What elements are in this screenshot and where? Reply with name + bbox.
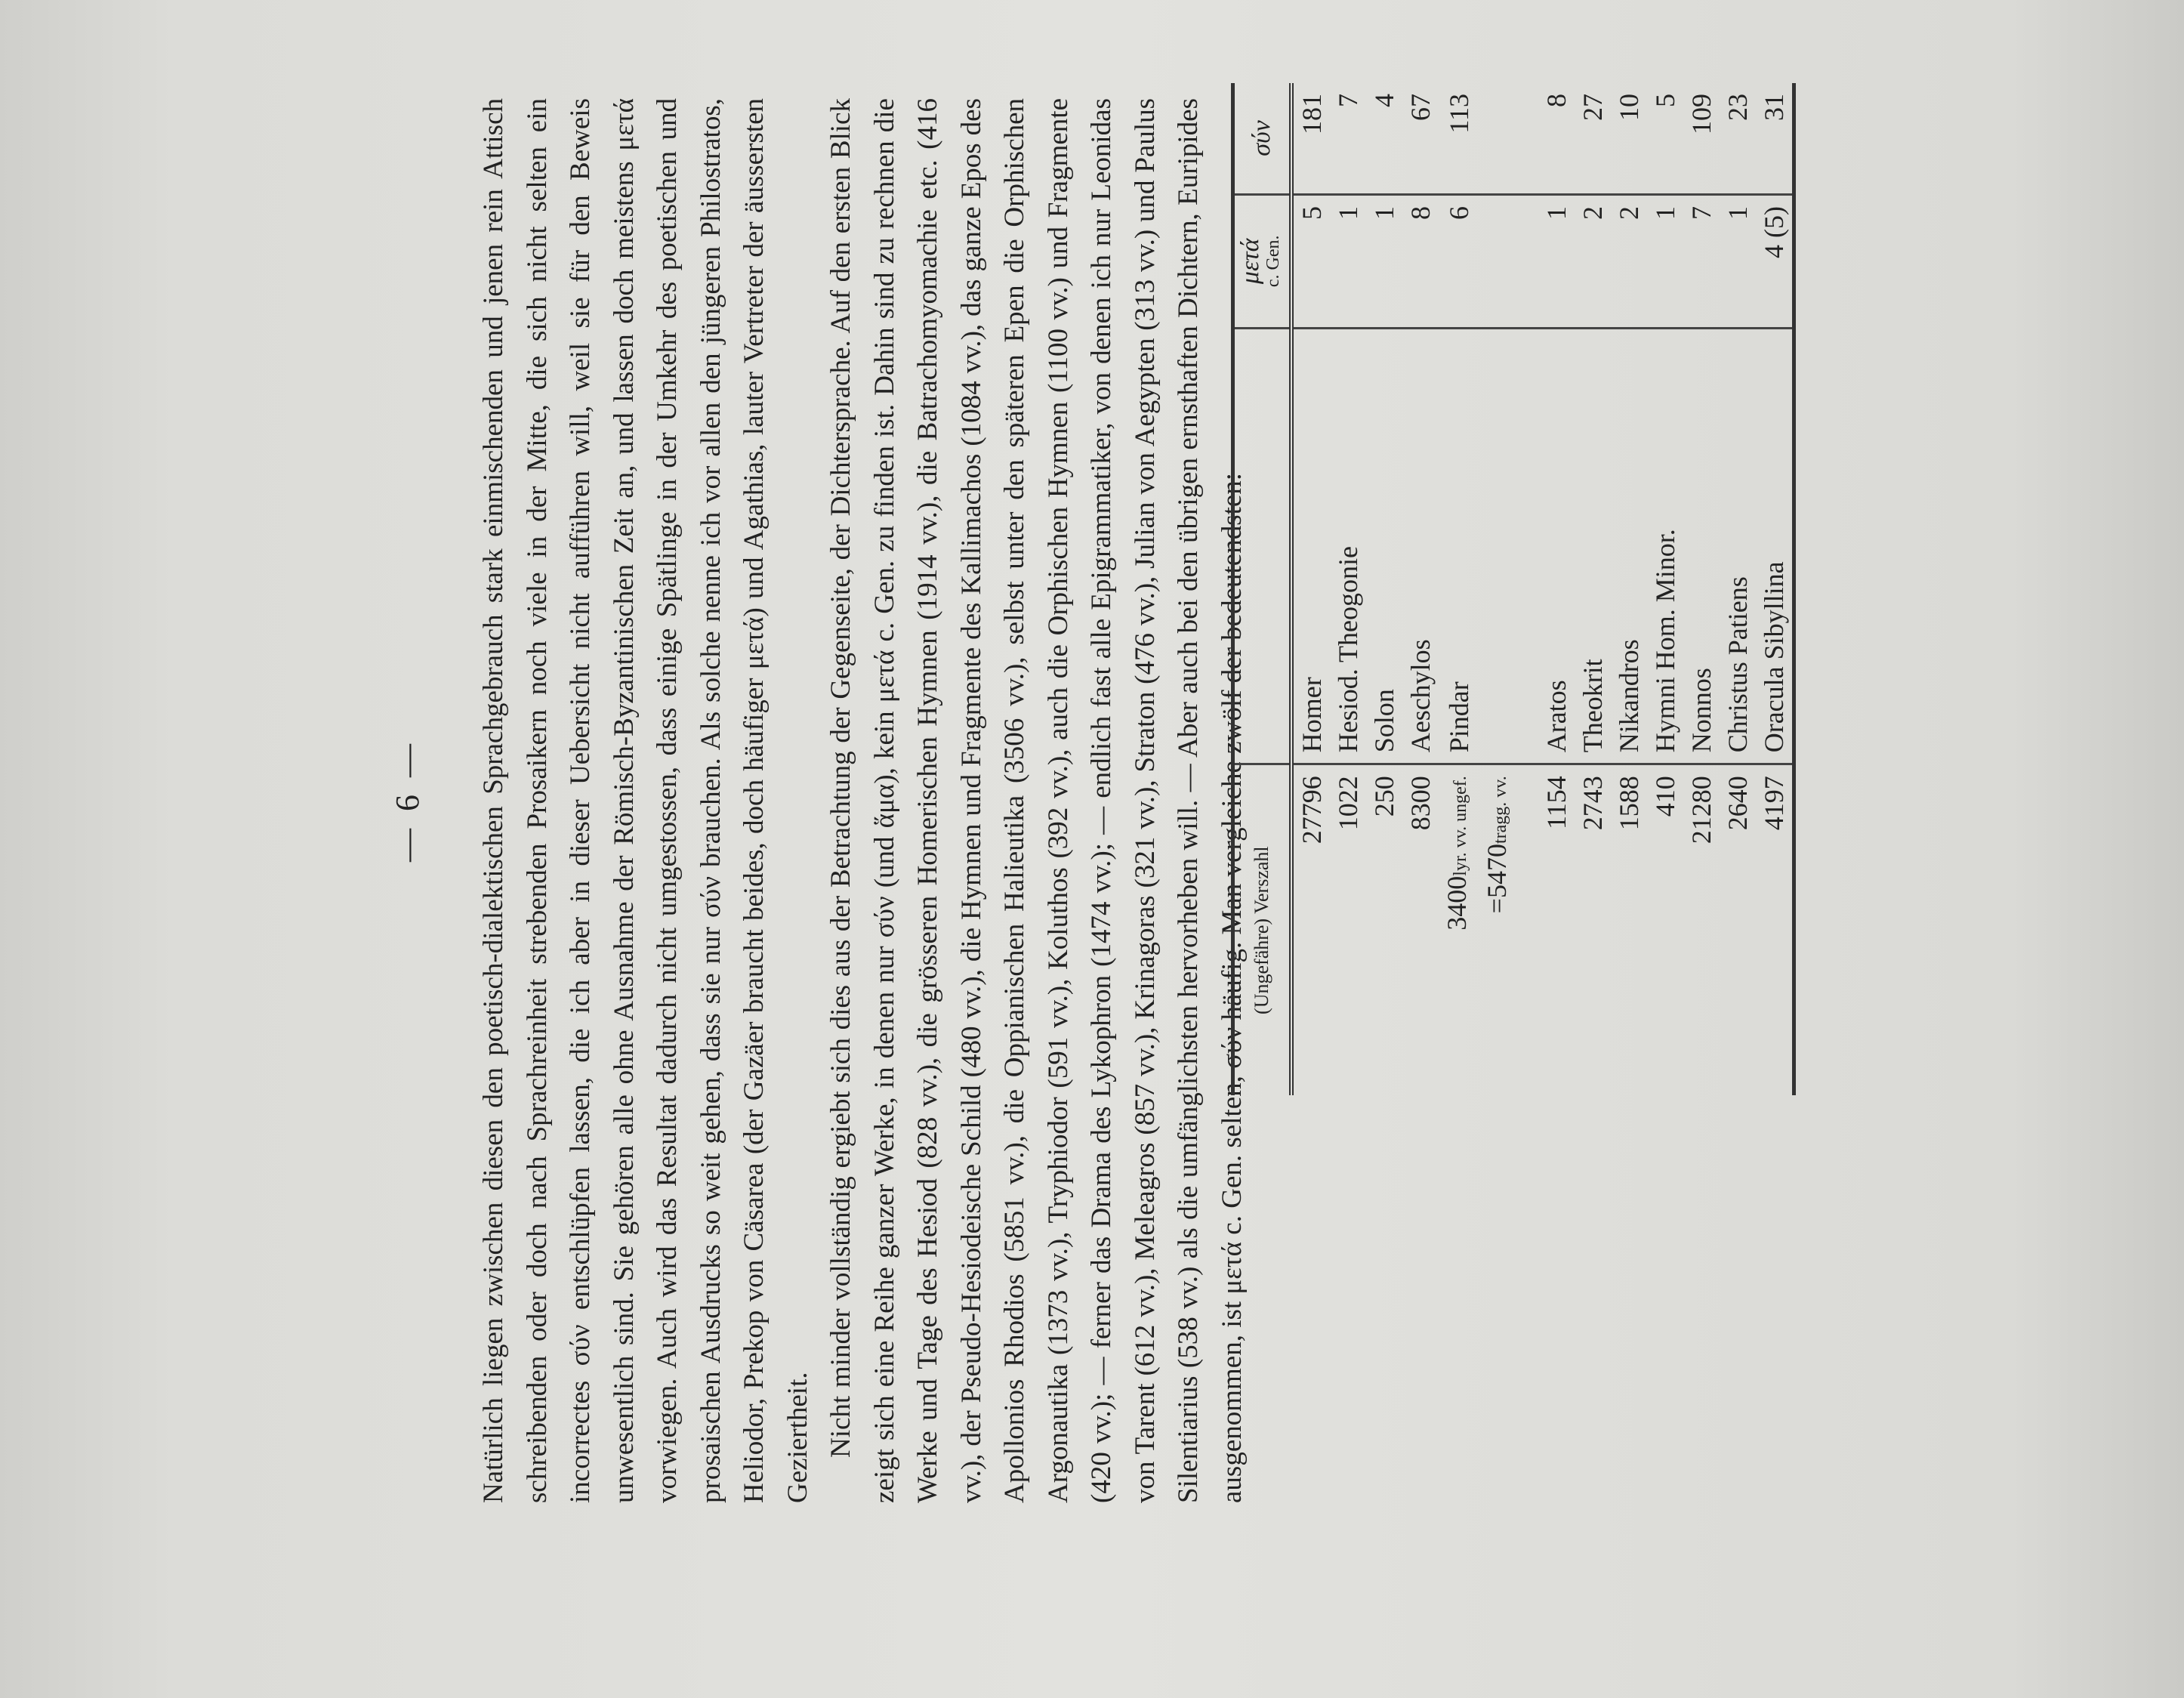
syn-count-cell-value: 67 bbox=[1405, 94, 1436, 121]
header-verses: (Ungefähre) Verszahl bbox=[1233, 764, 1292, 1095]
meta-count-cell-value: 6 bbox=[1443, 206, 1474, 221]
rotated-printed-page bbox=[378, 68, 1789, 1533]
meta-count-cell-value: 7 bbox=[1686, 206, 1717, 221]
meta-count-cell-value: 5 bbox=[1297, 206, 1327, 221]
author-cell-value: Nonnos bbox=[1686, 668, 1717, 753]
meta-count-cell bbox=[1479, 195, 1519, 329]
table-row bbox=[1611, 83, 1647, 1095]
syn-count-cell bbox=[1683, 83, 1720, 195]
syn-count-cell bbox=[1647, 83, 1683, 195]
syn-count-cell-value: 7 bbox=[1333, 94, 1363, 107]
syn-count-cell-value: 181 bbox=[1297, 94, 1327, 134]
verse-count-cell bbox=[1330, 764, 1366, 1095]
verse-count-cell-value: 1154 bbox=[1541, 776, 1572, 829]
meta-count-cell-value: 1 bbox=[1541, 206, 1572, 221]
author-cell-value: Hymni Hom. Minor. bbox=[1650, 529, 1680, 753]
table-spacer bbox=[1519, 83, 1538, 1095]
meta-count-cell bbox=[1538, 195, 1575, 329]
verse-count-cell bbox=[1647, 764, 1683, 1095]
meta-count-cell bbox=[1647, 195, 1683, 329]
author-cell bbox=[1538, 328, 1575, 764]
meta-count-cell-value: 1 bbox=[1333, 206, 1363, 221]
verse-count-cell-value: 2640 bbox=[1723, 776, 1753, 831]
meta-count-cell bbox=[1402, 195, 1439, 329]
author-cell bbox=[1720, 328, 1756, 764]
meta-count-cell bbox=[1756, 195, 1794, 329]
meta-count-cell-value: 1 bbox=[1723, 206, 1753, 221]
table-row bbox=[1683, 83, 1720, 1095]
verse-statistics-table bbox=[1231, 83, 1796, 1095]
syn-count-cell-value: 8 bbox=[1541, 94, 1572, 107]
author-cell-value: Theokrit bbox=[1578, 659, 1608, 753]
meta-count-cell bbox=[1291, 195, 1330, 329]
verse-count-cell-value: 250 bbox=[1369, 776, 1399, 817]
table-row bbox=[1402, 83, 1439, 1095]
verse-count-cell-value: 1022 bbox=[1333, 776, 1363, 831]
verse-count-cell-value: 1588 bbox=[1614, 776, 1644, 831]
table-row bbox=[1720, 83, 1756, 1095]
verse-count-cell-value: =5470 bbox=[1482, 844, 1512, 914]
verse-count-cell-value: 410 bbox=[1650, 776, 1680, 817]
body-text bbox=[472, 98, 1254, 1503]
syn-count-cell bbox=[1402, 83, 1439, 195]
syn-count-cell bbox=[1611, 83, 1647, 195]
header-author bbox=[1233, 328, 1292, 764]
author-cell bbox=[1291, 328, 1330, 764]
table-row bbox=[1756, 83, 1794, 1095]
verse-count-cell bbox=[1479, 764, 1519, 1095]
table-row bbox=[1647, 83, 1683, 1095]
syn-count-cell bbox=[1439, 83, 1479, 195]
meta-count-cell bbox=[1330, 195, 1366, 329]
meta-count-cell bbox=[1575, 195, 1611, 329]
verse-count-cell-value: 21280 bbox=[1686, 776, 1717, 844]
table-row bbox=[1479, 83, 1519, 1095]
syn-count-cell-value: 113 bbox=[1443, 94, 1474, 134]
verse-count-cell-value: 2743 bbox=[1578, 776, 1608, 831]
verse-count-cell-value: 27796 bbox=[1297, 776, 1327, 844]
author-cell-value: Nikandros bbox=[1614, 639, 1644, 753]
table-row bbox=[1366, 83, 1402, 1095]
syn-count-cell bbox=[1366, 83, 1402, 195]
author-cell bbox=[1439, 328, 1479, 764]
meta-count-cell-value: 4 (5) bbox=[1759, 206, 1789, 258]
verse-count-cell bbox=[1683, 764, 1720, 1095]
syn-count-cell-value: 10 bbox=[1614, 94, 1644, 121]
author-cell bbox=[1366, 328, 1402, 764]
author-cell-value: Solon bbox=[1369, 689, 1399, 753]
verse-count-cell bbox=[1402, 764, 1439, 1095]
syn-count-cell bbox=[1575, 83, 1611, 195]
verse-count-cell-value: 4197 bbox=[1759, 776, 1789, 831]
meta-count-cell-value: 1 bbox=[1369, 206, 1399, 221]
author-cell-value: Aratos bbox=[1541, 680, 1572, 753]
author-cell-value: Hesiod. Theogonie bbox=[1333, 545, 1363, 753]
author-cell bbox=[1402, 328, 1439, 764]
meta-count-cell bbox=[1366, 195, 1402, 329]
syn-count-cell-value: 27 bbox=[1578, 94, 1608, 121]
author-cell bbox=[1647, 328, 1683, 764]
verse-count-cell-value: 3400 bbox=[1442, 875, 1472, 931]
header-meta-sub: c. Gen. bbox=[1263, 235, 1283, 288]
meta-count-cell bbox=[1720, 195, 1756, 329]
table-row bbox=[1330, 83, 1366, 1095]
author-cell bbox=[1756, 328, 1794, 764]
author-cell bbox=[1330, 328, 1366, 764]
header-meta-word: μετά bbox=[1236, 238, 1264, 285]
meta-count-cell-value: 2 bbox=[1614, 206, 1644, 221]
syn-count-cell bbox=[1720, 83, 1756, 195]
verse-count-cell bbox=[1575, 764, 1611, 1095]
verse-count-note: tragg. vv. bbox=[1491, 776, 1510, 844]
syn-count-cell-value: 31 bbox=[1759, 94, 1789, 121]
verse-count-cell bbox=[1538, 764, 1575, 1095]
header-meta bbox=[1233, 195, 1292, 329]
meta-count-cell-value: 1 bbox=[1650, 206, 1680, 221]
verse-count-cell bbox=[1439, 764, 1479, 1095]
author-cell-value: Homer bbox=[1297, 677, 1327, 753]
table-body bbox=[1291, 83, 1794, 1095]
header-syn: σύν bbox=[1233, 83, 1292, 195]
author-cell bbox=[1575, 328, 1611, 764]
syn-count-cell bbox=[1479, 83, 1519, 195]
verse-count-cell bbox=[1611, 764, 1647, 1095]
syn-count-cell bbox=[1538, 83, 1575, 195]
syn-count-cell bbox=[1330, 83, 1366, 195]
verse-count-cell bbox=[1720, 764, 1756, 1095]
syn-count-cell bbox=[1756, 83, 1794, 195]
verse-count-note: lyr. vv. ungef. bbox=[1451, 776, 1470, 876]
table-row bbox=[1291, 83, 1330, 1095]
author-cell bbox=[1479, 328, 1519, 764]
syn-count-cell-value: 109 bbox=[1686, 94, 1717, 134]
table-row bbox=[1575, 83, 1611, 1095]
meta-count-cell-value: 8 bbox=[1405, 206, 1436, 221]
meta-count-cell bbox=[1683, 195, 1720, 329]
author-cell-value: Christus Patiens bbox=[1723, 576, 1753, 753]
syn-count-cell bbox=[1291, 83, 1330, 195]
verse-count-cell bbox=[1291, 764, 1330, 1095]
page-number: — 6 — bbox=[389, 739, 426, 862]
author-cell bbox=[1611, 328, 1647, 764]
author-cell-value: Pindar bbox=[1443, 681, 1474, 753]
author-cell-value: Oracula Sibyllina bbox=[1759, 561, 1789, 753]
syn-count-cell-value: 23 bbox=[1723, 94, 1753, 121]
syn-count-cell-value: 4 bbox=[1369, 94, 1399, 107]
table-row bbox=[1538, 83, 1575, 1095]
table-row bbox=[1439, 83, 1479, 1095]
author-cell bbox=[1683, 328, 1720, 764]
paragraph-1: Natürlich liegen zwischen diesen den poetisch-dialektischen Sprachgebrauch stark einmischenden und jenen rein Attisch schreibenden oder doch nach Sprachreinheit strebenden Prosaikern noch viele in der Mitte, die sich nicht selten ein incorrectes σύν entschlüpfen lassen, die ich aber in dieser Uebersicht nicht aufführen will, weil sie für den Beweis unwesentlich sind. Sie gehören alle ohne Ausnahme der Römisch-Byzantinischen Zeit an, und lassen doch meistens μετά vorwiegen. Auch wird das Resultat dadurch nicht umgestossen, dass einige Spätlinge in der Umkehr des poetischen und prosaischen Ausdrucks so weit gehen, dass sie nur σύν brauchen. Als solche nenne ich vor allen den jüngeren Philostratos, Heliodor, Prekop von Cäsarea (der Gazäer braucht beides, doch häufiger μετά) und Agathias, lauter Vertreter der äussersten Geziertheit. bbox=[478, 98, 813, 1503]
syn-count-cell-value: 5 bbox=[1650, 94, 1680, 107]
verse-count-cell-value: 8300 bbox=[1405, 776, 1436, 831]
meta-count-cell bbox=[1439, 195, 1479, 329]
paragraph-2: Nicht minder vollständig ergiebt sich dies aus der Betrachtung der Gegenseite, der Dichtersprache. Auf den ersten Blick zeigt sich eine Reihe ganzer Werke, in denen nur σύν (und ἅμα), kein μετά c. Gen. zu finden ist. Dahin sind zu rechnen die Werke und Tage des Hesiod (828 vv.), die grösseren Homerischen Hymnen (1914 vv.), die Batrachomyomachie etc. (416 vv.), der Pseudo-Hesiodeische Schild (480 vv.), die Hymnen und Fragmente des Kallimachos (1084 vv.), das ganze Epos des Apollonios Rhodios (5851 vv.), die Oppianischen Halieutika (3506 vv.), selbst unter den späteren Epen die Orphischen Argonautika (1373 vv.), Tryphiodor (591 vv.), Koluthos (392 vv.), auch die Orphischen Hymnen (1100 vv.) und Fragmente (420 vv.); — ferner das Drama des Lykophron (1474 vv.); — endlich fast alle Epigrammatiker, von denen ich nur Leonidas von Tarent (612 vv.), Meleagros (857 vv.), Krinagoras (321 vv.), Straton (476 vv.), Julian von Aegypten (313 vv.) und Paulus Silentiarius (538 vv.) als die umfänglichsten hervorheben will. — Aber auch bei den übrigen ernsthaften Dichtern, Euripides ausgenommen, ist μετά c. Gen. selten, σύν häufig. Man vergleiche zwölf der bedeutendsten: bbox=[825, 98, 1248, 1503]
author-cell-value: Aeschylos bbox=[1405, 639, 1436, 753]
meta-count-cell-value: 2 bbox=[1578, 206, 1608, 221]
meta-count-cell bbox=[1611, 195, 1647, 329]
verse-count-cell bbox=[1756, 764, 1794, 1095]
verse-count-cell bbox=[1366, 764, 1402, 1095]
